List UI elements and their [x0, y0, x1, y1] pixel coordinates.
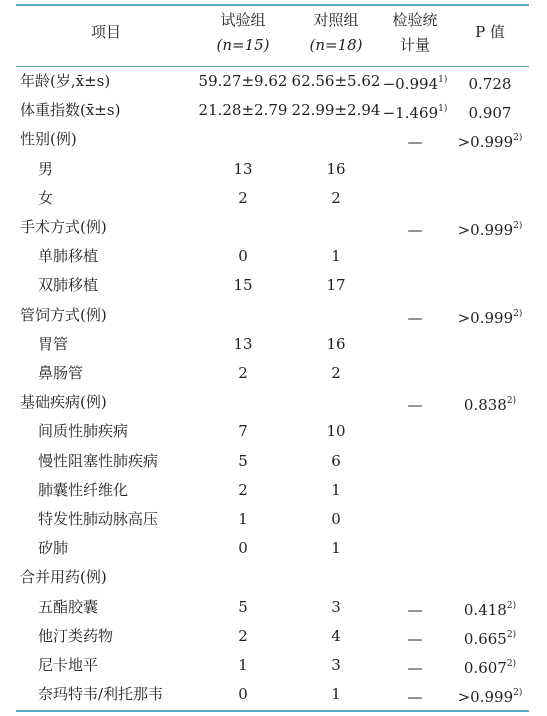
- group2-value: 1: [331, 685, 341, 704]
- stat-value: [378, 622, 452, 654]
- table-row: [16, 593, 529, 622]
- row-label: 胃管: [38, 334, 69, 353]
- row-label: 手术方式(例): [20, 218, 107, 236]
- p-footnote: 2): [513, 308, 523, 319]
- stat-number: −0.994: [382, 75, 439, 93]
- group2-value: 2: [331, 188, 341, 207]
- stat-number: −1.469: [382, 104, 439, 123]
- group1-value: 59.27±9.62: [198, 72, 288, 90]
- group2-value: 6: [331, 451, 341, 470]
- group1-value: 2: [238, 626, 248, 645]
- p-value: [450, 67, 530, 99]
- p-number: >0.999: [457, 133, 514, 152]
- p-number: 0.607: [463, 659, 507, 677]
- table-row: [16, 301, 529, 330]
- p-footnote: 2): [506, 659, 517, 669]
- p-number: >0.999: [457, 688, 514, 707]
- stat-footnote: 1): [438, 75, 448, 85]
- p-number: 0.665: [463, 629, 507, 648]
- table-row: [16, 96, 529, 125]
- group1-value: 0: [238, 247, 248, 266]
- row-label: 女: [38, 188, 54, 207]
- row-label: 慢性阻塞性肺疾病: [38, 451, 159, 470]
- stat-number: —: [407, 600, 423, 619]
- row-label: 基础疾病(例): [20, 393, 107, 412]
- p-number: >0.999: [457, 308, 514, 327]
- group1-value: 1: [238, 656, 248, 674]
- table-row: [16, 184, 529, 213]
- header-stat-line1: 检验统: [392, 11, 438, 29]
- table-row: [16, 505, 529, 534]
- group2-value: 3: [331, 597, 341, 616]
- table-row: [16, 359, 529, 388]
- group1-value: 1: [238, 510, 248, 528]
- group2-value: 0: [331, 510, 341, 528]
- p-footnote: 2): [506, 629, 517, 640]
- stat-footnote: 1): [438, 104, 448, 115]
- row-label: 单肺移植: [38, 247, 99, 266]
- header-p-value: P 值: [475, 23, 505, 41]
- p-value: [450, 301, 530, 333]
- table-bottom-rule: [16, 710, 529, 712]
- p-footnote: 2): [513, 221, 523, 231]
- table-row: [16, 447, 529, 476]
- p-value: [450, 213, 530, 245]
- group1-value: 21.28±2.79: [198, 101, 288, 120]
- stat-number: —: [407, 396, 423, 415]
- p-number: 0.418: [463, 600, 507, 619]
- table-row: [16, 651, 529, 680]
- table-row: [16, 155, 529, 184]
- p-footnote: 2): [506, 600, 517, 611]
- row-label: 五酯胶囊: [38, 597, 99, 616]
- group2-value: 4: [331, 626, 341, 645]
- p-number: 0.907: [468, 104, 512, 123]
- stat-value: [378, 651, 452, 683]
- table-row: [16, 476, 529, 505]
- header-group1: [184, 8, 302, 58]
- group1-value: 13: [233, 334, 253, 353]
- stat-number: —: [407, 659, 423, 677]
- header-stat-line2: 计量: [399, 36, 430, 54]
- header-stat: [378, 8, 452, 58]
- group1-value: 7: [238, 422, 248, 441]
- group1-value: 5: [238, 451, 248, 470]
- group2-value: 2: [331, 364, 341, 382]
- table-row: [16, 125, 529, 154]
- header-group2-n: (n=18): [309, 36, 363, 54]
- header-item: 项目: [90, 23, 121, 41]
- row-label: 尼卡地平: [38, 656, 99, 674]
- table-row: [16, 680, 529, 709]
- row-label: 双肺移植: [38, 276, 99, 295]
- table-row: [16, 563, 529, 592]
- group2-value: 22.99±2.94: [291, 101, 381, 120]
- table-row: [16, 417, 529, 446]
- p-number: 0.728: [468, 75, 512, 93]
- table-row: [16, 67, 529, 96]
- stat-value: [378, 593, 452, 625]
- p-footnote: 2): [506, 396, 517, 407]
- stat-value: [378, 125, 452, 157]
- p-value: [450, 622, 530, 654]
- group1-value: 5: [238, 597, 248, 616]
- group2-value: 3: [331, 656, 341, 674]
- row-label: 矽肺: [38, 539, 69, 558]
- table-top-rule: [16, 4, 529, 6]
- p-value: [450, 680, 530, 712]
- row-label: 肺囊性纤维化: [38, 480, 129, 499]
- row-label: 体重指数(x̄±s): [20, 101, 121, 120]
- stat-value: [378, 680, 452, 712]
- table-row: [16, 213, 529, 242]
- p-number: >0.999: [457, 221, 514, 239]
- group1-value: 0: [238, 685, 248, 704]
- row-label: 他汀类药物: [38, 626, 114, 645]
- stat-number: —: [407, 308, 423, 327]
- table-row: [16, 388, 529, 417]
- group2-value: 1: [331, 247, 341, 266]
- stat-number: —: [407, 221, 423, 239]
- header-group2-name: 对照组: [313, 11, 359, 29]
- row-label: 鼻肠管: [38, 364, 84, 382]
- table-row: [16, 242, 529, 271]
- p-value: [450, 388, 530, 420]
- group1-value: 13: [233, 159, 253, 178]
- stat-number: —: [407, 629, 423, 648]
- row-label: 合并用药(例): [20, 568, 107, 587]
- group1-value: 15: [233, 276, 253, 295]
- row-label: 年龄(岁,x̄±s): [20, 72, 111, 90]
- row-label: 男: [38, 159, 54, 178]
- group1-value: 2: [238, 188, 248, 207]
- stat-value: [378, 213, 452, 245]
- group2-value: 16: [326, 159, 346, 178]
- stat-value: [378, 301, 452, 333]
- group2-value: 1: [331, 480, 341, 499]
- row-label: 间质性肺疾病: [38, 422, 129, 441]
- table-row: [16, 622, 529, 651]
- p-footnote: 2): [513, 133, 523, 144]
- group2-value: 17: [326, 276, 346, 295]
- header-group1-n: (n=15): [216, 36, 270, 54]
- p-value: [450, 651, 530, 683]
- row-label: 性别(例): [20, 130, 77, 149]
- stat-value: [378, 67, 452, 99]
- table-row: [16, 271, 529, 300]
- table-row: [16, 534, 529, 563]
- stat-value: [378, 388, 452, 420]
- header-group1-name: 试验组: [220, 11, 266, 29]
- group2-value: 10: [326, 422, 346, 441]
- p-value: [450, 96, 530, 128]
- table-row: [16, 330, 529, 359]
- group1-value: 2: [238, 364, 248, 382]
- stat-value: [378, 96, 452, 128]
- p-number: 0.838: [463, 396, 507, 415]
- p-footnote: 2): [513, 688, 523, 699]
- row-label: 奈玛特韦/利托那韦: [38, 685, 164, 704]
- row-label: 管饲方式(例): [20, 305, 107, 324]
- group1-value: 0: [238, 539, 248, 558]
- p-value: [450, 593, 530, 625]
- group2-value: 16: [326, 334, 346, 353]
- group2-value: 1: [331, 539, 341, 558]
- row-label: 特发性肺动脉高压: [38, 510, 159, 528]
- stat-number: —: [407, 688, 423, 707]
- p-value: [450, 125, 530, 157]
- group1-value: 2: [238, 480, 248, 499]
- group2-value: 62.56±5.62: [291, 72, 381, 90]
- stat-number: —: [407, 133, 423, 152]
- header-group2: [288, 8, 384, 58]
